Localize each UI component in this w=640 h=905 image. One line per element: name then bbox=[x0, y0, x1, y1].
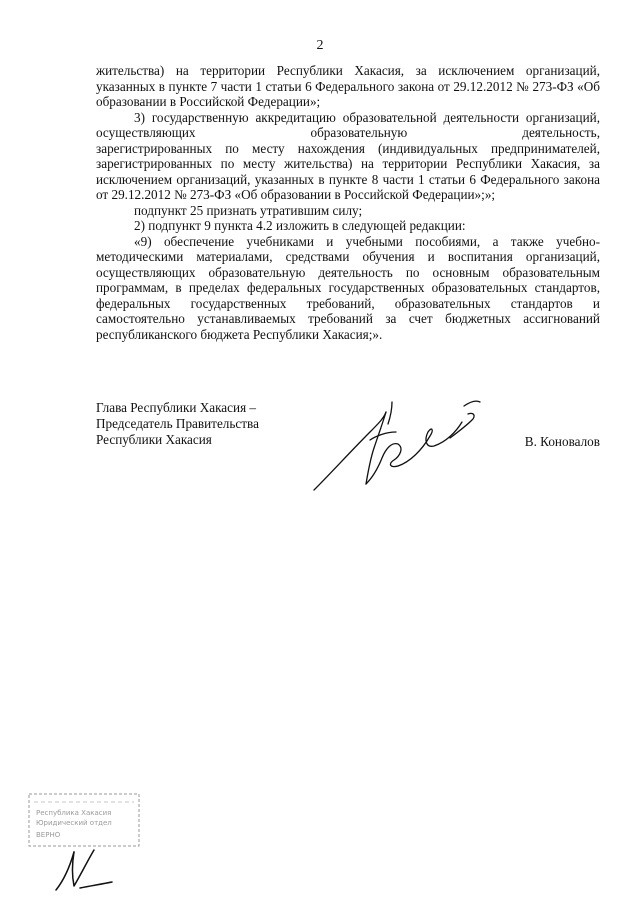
paragraph-subpoint-25: подпункт 25 признать утратившим силу; bbox=[134, 202, 363, 218]
paragraph-item-3: 3) государственную аккредитацию образовательной деятельности организаций, осуществляющих образовательную деятельность, bbox=[96, 109, 600, 140]
document-body bbox=[96, 63, 600, 342]
paragraph-continuation: жительства) на территории Республики Хакасия, за исключением организаций, указанных в пункте 7 части 1 статьи 6 Федерального закона от 29.12.2012 № 273-ФЗ «Об образовании в Российской Федерации»; bbox=[96, 63, 600, 109]
signatory-title bbox=[96, 400, 259, 448]
handwritten-signature bbox=[300, 392, 490, 502]
signatory-title-line: Глава Республики Хакасия – bbox=[96, 400, 257, 415]
handwritten-initials bbox=[50, 836, 120, 896]
signatory-title-line: Республики Хакасия bbox=[96, 432, 212, 447]
paragraph-item-3-continued: зарегистрированных по месту нахождения (индивидуальных предпринимателей, зарегистрированных по месту жительства) на территории Республики Хакасия, за исключением организаций, указанных в пункте 8 части 1 статьи 6 Федерального закона от 29.12.2012 № 273-ФЗ «Об образовании в Российской Федерации»;»; bbox=[96, 140, 600, 202]
signatory-title-line: Председатель Правительства bbox=[96, 416, 259, 431]
stamp-text-line: Республика Хакасия bbox=[36, 809, 112, 817]
paragraph-item-2: 2) подпункт 9 пункта 4.2 изложить в следующей редакции: bbox=[134, 218, 466, 233]
signatory-name: В. Коновалов bbox=[524, 434, 600, 449]
paragraph-new-wording: «9) обеспечение учебниками и учебными пособиями, а также учебно-методическими материалами, средствами обучения и воспитания организаций, осуществляющих образовательную деятельность по основным образовательным программам, в пределах федеральных государственных образовательных стандартов, федеральных государственных требований, образовательных стандартов и самостоятельно устанавливаемых требований за счет бюджетных ассигнований республиканского бюджета Республики Хакасия;». bbox=[96, 233, 600, 342]
page-number: 2 bbox=[316, 38, 324, 53]
stamp-text-line: Юридический отдел bbox=[36, 819, 112, 827]
stamp-text-line: ВЕРНО bbox=[36, 831, 61, 839]
